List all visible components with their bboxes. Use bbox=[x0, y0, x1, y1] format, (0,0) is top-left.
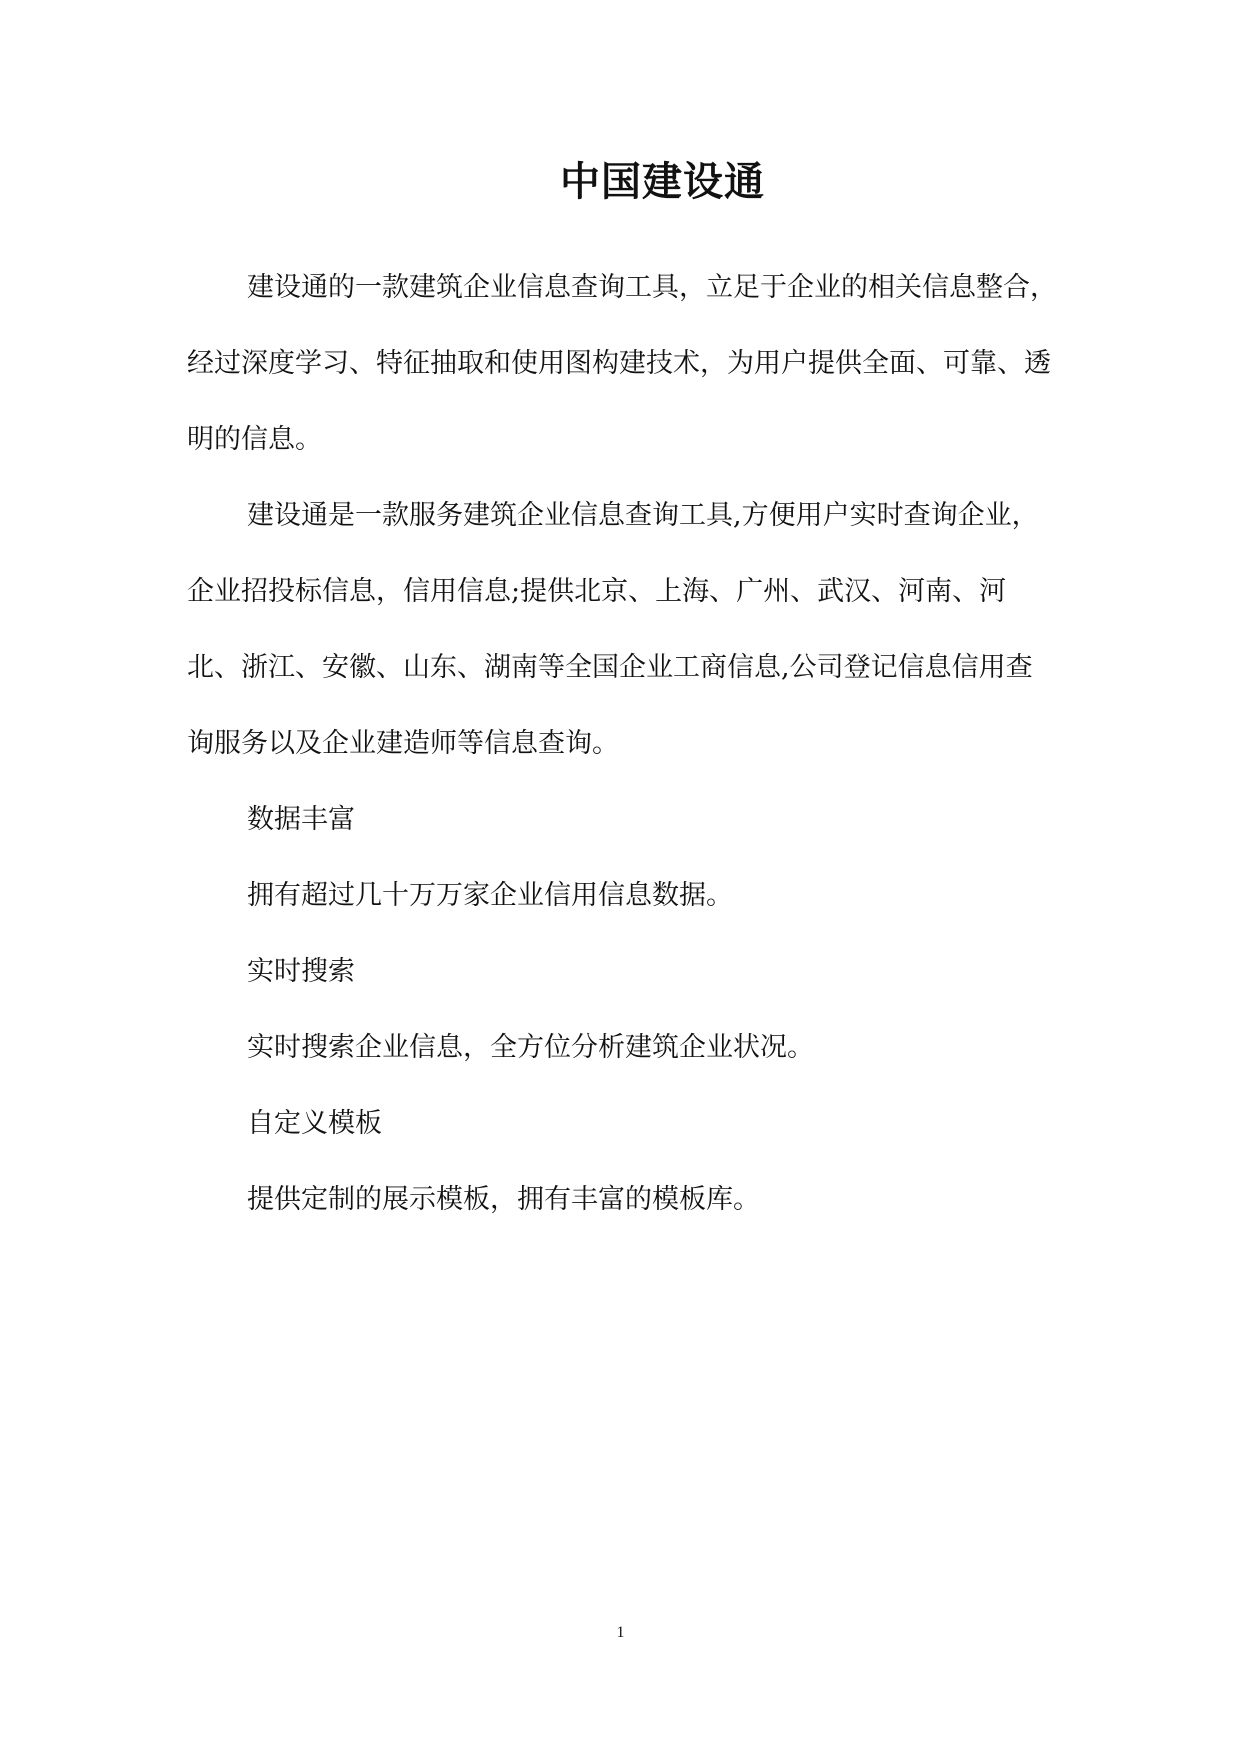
page-number: 1 bbox=[616, 1624, 625, 1641]
intro-paragraph-1: 建设通的一款建筑企业信息查询工具，立足于企业的相关信息整合，经过深度学习、特征抽取和使用图构建技术，为用户提供全面、可靠、透明的信息。 bbox=[187, 272, 1057, 455]
feature-text-search: 实时搜索企业信息，全方位分析建筑企业状况。 bbox=[247, 1032, 814, 1063]
feature-text-data: 拥有超过几十万万家企业信用信息数据。 bbox=[247, 880, 733, 911]
document-title: 中国建设通 bbox=[560, 159, 765, 205]
feature-heading-data: 数据丰富 bbox=[247, 804, 355, 835]
feature-heading-search: 实时搜索 bbox=[247, 956, 355, 987]
feature-heading-template: 自定义模板 bbox=[247, 1108, 382, 1139]
intro-paragraph-2: 建设通是一款服务建筑企业信息查询工具,方便用户实时查询企业，企业招投标信息，信用信息;提供北京、上海、广州、武汉、河南、河北、浙江、安徽、山东、湖南等全国企业工商信息,公司登记信息信用查询服务以及企业建造师等信息查询。 bbox=[187, 500, 1039, 759]
document-body bbox=[187, 250, 1059, 1238]
feature-text-template: 提供定制的展示模板，拥有丰富的模板库。 bbox=[247, 1184, 760, 1215]
